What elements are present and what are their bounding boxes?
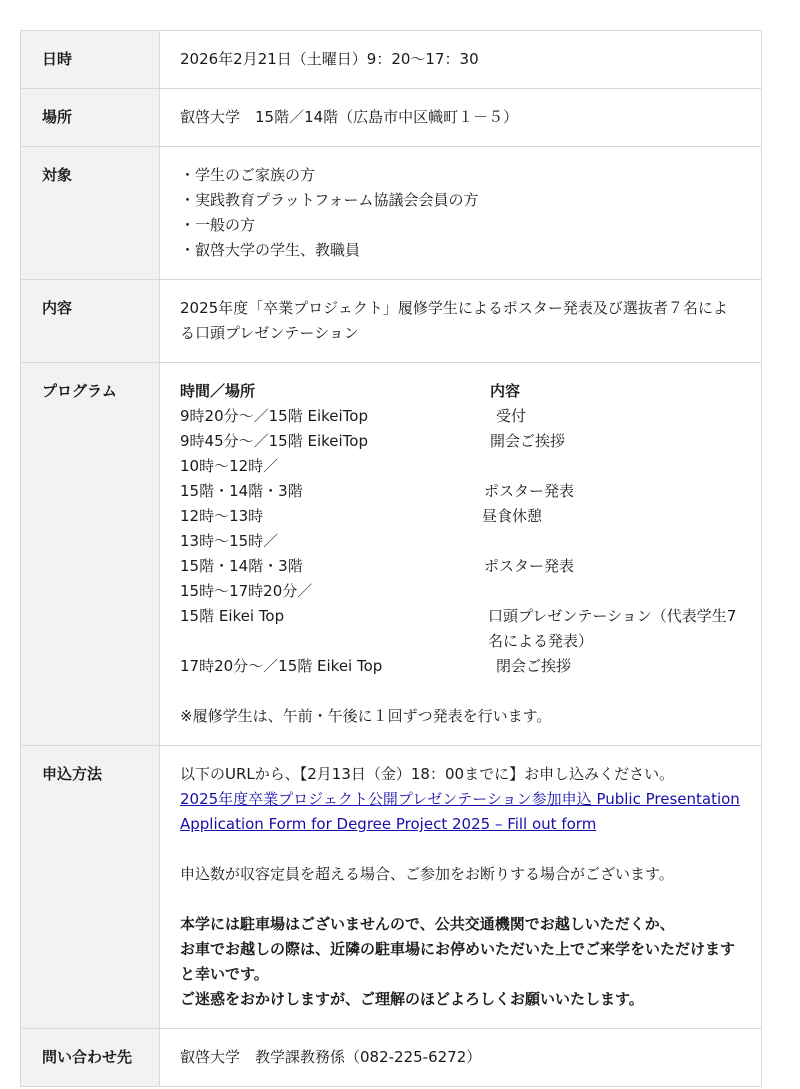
parking-note-3: ご迷惑をおかけしますが、ご理解のほどよろしくお願いいたします。 [180,990,644,1008]
target-label: 対象 [21,147,160,280]
program-content [480,579,741,604]
program-content: ポスター発表 [484,557,575,575]
list-item: ・学生のご家族の方 [180,166,316,184]
program-row [180,479,741,504]
program-schedule [160,363,762,746]
apply-label: 申込方法 [21,746,160,1029]
datetime-label: 日時 [21,31,160,89]
place-label: 場所 [21,89,160,147]
program-row [180,454,741,479]
content-label: 内容 [21,280,160,363]
apply-intro: 以下のURLから、【2月13日（金）18：00までに】お申し込みください。 [180,765,675,783]
program-content: 昼食休憩 [482,507,543,525]
program-content: ポスター発表 [484,482,575,500]
program-time: 13時〜15時／ [180,532,279,550]
program-row [180,504,741,529]
program-row [180,554,741,579]
spacer [180,837,741,862]
program-time: 15時〜17時20分／ [180,582,313,600]
program-row [180,604,741,654]
program-header-content: 内容 [490,382,521,400]
program-content [480,454,741,479]
parking-note-2: お車でお越しの際は、近隣の駐車場にお停めいただいた上でご来学をいただけますと幸いです。 [180,940,736,983]
program-content: 閉会ご挨拶 [496,657,572,675]
capacity-note: 申込数が収容定員を超える場合、ご参加をお断りする場合がございます。 [180,865,674,883]
program-row [180,429,741,454]
row-contact [21,1029,762,1087]
program-time: 17時20分〜／15階 Eikei Top [180,657,383,675]
contact-value: 叡啓大学 教学課教務係（082-225-6272） [160,1029,762,1087]
row-datetime [21,31,762,89]
program-time: 9時20分〜／15階 EikeiTop [180,407,368,425]
program-time: 15階 Eikei Top [180,607,285,625]
program-content [480,529,741,554]
content-value: 2025年度「卒業プロジェクト」履修学生によるポスター発表及び選抜者７名による口頭プレゼンテーション [160,280,762,363]
program-note: ※履修学生は、午前・午後に１回ずつ発表を行います。 [180,707,552,725]
list-item: ・実践教育プラットフォーム協議会会員の方 [180,191,479,209]
target-list [160,147,762,280]
program-content: 口頭プレゼンテーション（代表学生7名による発表） [488,607,737,650]
list-item: ・一般の方 [180,216,256,234]
spacer [180,679,741,704]
program-header [180,379,741,404]
program-header-time: 時間／場所 [180,382,256,400]
row-apply [21,746,762,1029]
spacer [180,887,741,912]
row-content [21,280,762,363]
list-item: ・叡啓大学の学生、教職員 [180,241,361,259]
parking-note-1: 本学には駐車場はございませんので、公共交通機関でお越しいただくか、 [180,915,675,933]
program-row [180,404,741,429]
place-value: 叡啓大学 15階／14階（広島市中区幟町１－５） [160,89,762,147]
program-label: プログラム [21,363,160,746]
application-form-link[interactable]: 2025年度卒業プロジェクト公開プレゼンテーション参加申込 Public Presentation Application Form for Degree Project 2025 – Fill out form [180,790,740,833]
row-target [21,147,762,280]
program-time: 9時45分〜／15階 EikeiTop [180,432,368,450]
row-program [21,363,762,746]
apply-details [160,746,762,1029]
row-place [21,89,762,147]
program-row [180,654,741,679]
event-info-table [20,30,762,1087]
program-row [180,529,741,554]
program-time: 15階・14階・3階 [180,557,303,575]
program-content: 開会ご挨拶 [490,432,566,450]
program-time: 15階・14階・3階 [180,482,303,500]
contact-label: 問い合わせ先 [21,1029,160,1087]
program-time: 10時〜12時／ [180,457,279,475]
program-content: 受付 [496,407,527,425]
program-time: 12時〜13時 [180,507,264,525]
program-row [180,579,741,604]
datetime-value: 2026年2月21日（土曜日）9：20〜17：30 [160,31,762,89]
